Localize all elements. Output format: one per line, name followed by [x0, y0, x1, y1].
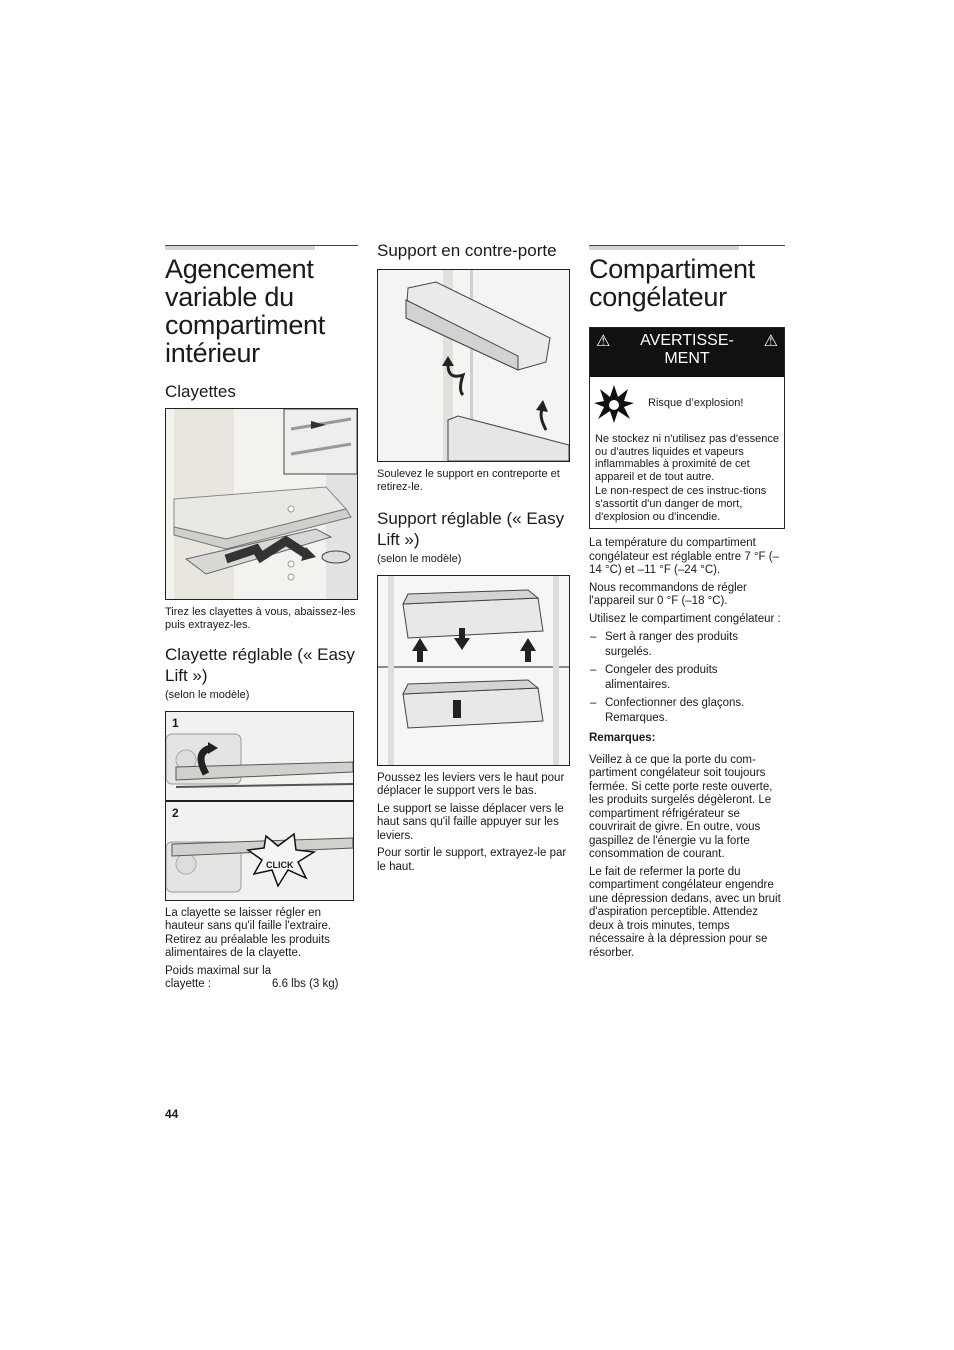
use-list: [589, 630, 785, 726]
weight-label: Poids maximal sur la clayette :: [165, 964, 272, 990]
explosion-icon: [594, 383, 634, 423]
column-left: [165, 245, 358, 992]
weight-row: [165, 965, 358, 992]
list-item: – Sert à ranger des produits surgelés.: [589, 630, 785, 660]
page-number: 44: [165, 1107, 179, 1121]
freezer-title: Compartiment congélateur: [589, 254, 755, 312]
easylift-heading: Clayette réglable (« Easy Lift »): [165, 645, 355, 685]
easylift-step2-illustration: [165, 801, 354, 901]
section-title: Agencement variable du compartiment intérieur: [165, 254, 325, 368]
door-shelf-illustration: [377, 269, 570, 462]
shelves-caption: Tirez les clayettes à vous, abaissez-les puis extrayez-les.: [165, 606, 356, 631]
easylift-step1-illustration: [165, 711, 354, 801]
use-intro: Utilisez le compartiment congélateur :: [589, 612, 781, 625]
warning-body: [590, 429, 784, 528]
warning-title: AVERTISSE-MENT: [640, 332, 734, 367]
easylift-model-note: (selon le modèle): [165, 689, 250, 701]
adjust-para-2: Le support se laisse déplacer vers le haut sans qu'il faille appuyer sur les leviers.: [377, 802, 564, 842]
warning-triangle-icon: ⚠: [763, 333, 778, 350]
warning-text-2: Le non-respect de ces instruc-tions s'assortit d'un danger de mort, d'explosion ou d'incendie.: [595, 485, 767, 523]
door-shelf-caption: Soulevez le support en contreporte et retirez-le.: [377, 468, 560, 493]
explosion-row: [590, 377, 784, 429]
note-2: Le fait de refermer la porte du compartiment congélateur engendre une dépression dedans, avec un bruit d'aspiration perceptible. Attendez deux à trois minutes, temps nécessaire à la dépression pour se résorber.: [589, 865, 781, 959]
adjustable-model-note: (selon le modèle): [377, 553, 462, 565]
step2-number: 2: [172, 805, 179, 820]
temperature-text: La température du compartiment congélateur est réglable entre 7 °F (–14 °C) et –11 °F (–24 °C).: [589, 537, 779, 577]
step1-number: 1: [172, 715, 179, 730]
warning-text-1: Ne stockez ni n'utilisez pas d'essence ou d'autres liquides et vapeurs inflammables à proximité de cet appareil et de tout autre.: [595, 433, 779, 483]
adjust-para-1: Poussez les leviers vers le haut pour déplacer le support vers le bas.: [377, 771, 565, 797]
shelves-heading: Clayettes: [165, 382, 236, 401]
weight-value: 6.6 lbs (3 kg): [272, 978, 339, 990]
adjust-para-3: Pour sortir le support, extrayez-le par le haut.: [377, 847, 567, 873]
section-rule: [589, 245, 785, 251]
warning-box: [589, 327, 785, 529]
column-middle: [377, 240, 570, 878]
warning-triangle-icon: ⚠: [596, 333, 611, 350]
warning-header: [590, 328, 784, 377]
door-shelf-heading: Support en contre-porte: [377, 241, 557, 260]
adjustable-holder-illustration: [377, 575, 570, 766]
adjustable-holder-heading: Support réglable (« Easy Lift »): [377, 509, 565, 549]
notes-heading: Remarques:: [589, 732, 656, 745]
list-item: – Congeler des produits alimentaires.: [589, 663, 785, 693]
easylift-description: La clayette se laisser régler en hauteur sans qu'il faille l'extraire. Retirez au préalable les produits alimentaires de la clayette.: [165, 906, 332, 959]
shelves-illustration: [165, 408, 358, 600]
explosion-label: Risque d’explosion!: [648, 397, 744, 409]
list-item: – Confectionner des glaçons. Remarques.: [589, 696, 785, 726]
note-1: Veillez à ce que la porte du com-partiment congélateur soit toujours fermée. Si cette porte reste ouverte, les produits surgelés dégèleront. Le compartiment réfrigérateur se couvrirait de givre. En outre, vous gaspillez de l'énergie vu la forte consommation de courant.: [589, 753, 773, 861]
click-label: CLICK: [266, 859, 294, 870]
column-right: [589, 245, 785, 964]
recommend-text: Nous recommandons de régler l'appareil sur 0 °F (–18 °C).: [589, 581, 747, 608]
section-rule: [165, 245, 358, 251]
